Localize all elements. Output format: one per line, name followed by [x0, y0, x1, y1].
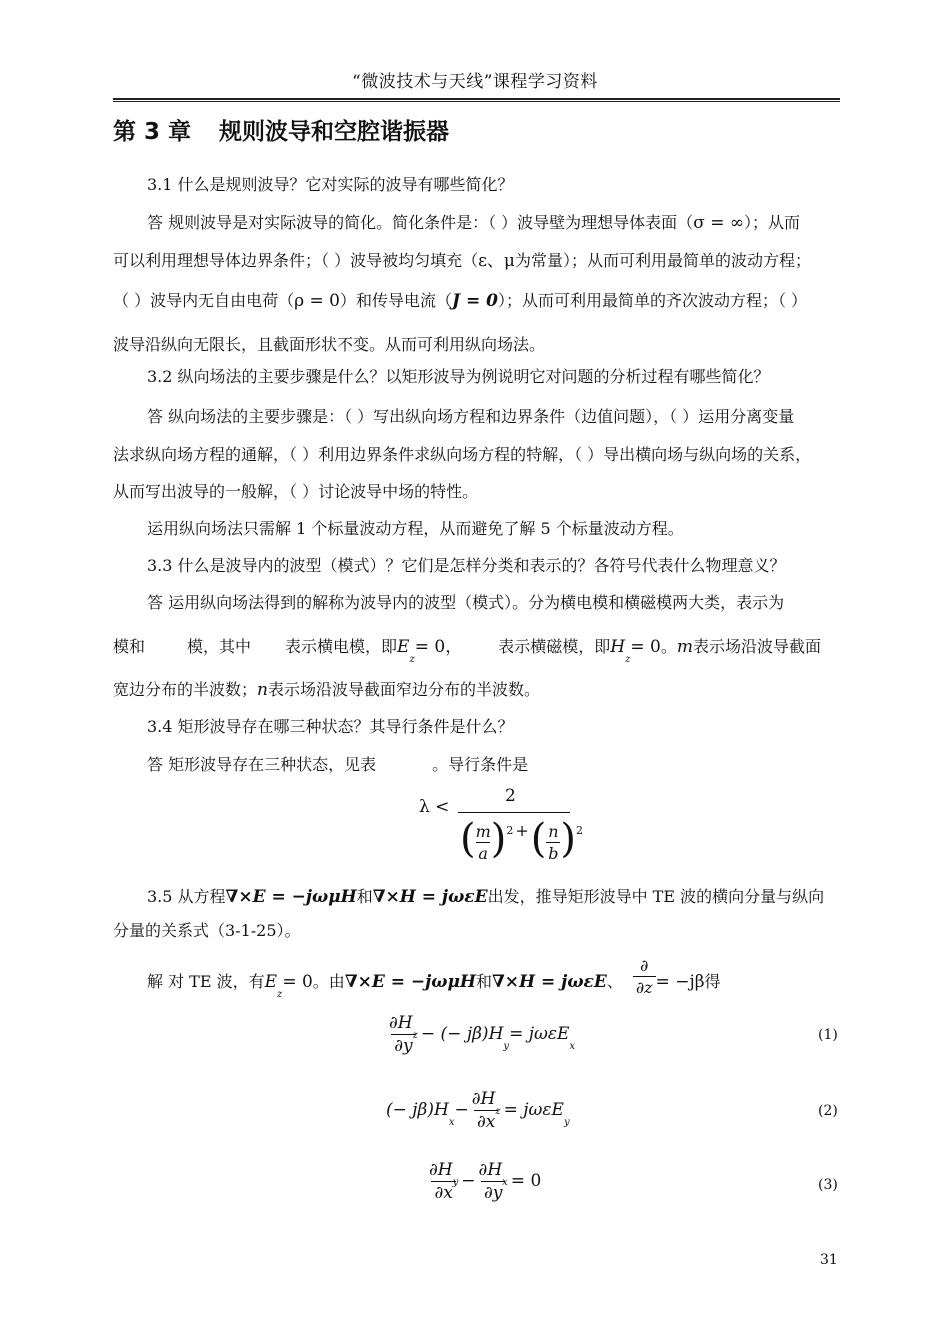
- question-3-5-line-2: 分量的关系式（3-1-25）。: [113, 921, 301, 940]
- chapter-number: 第 3 章: [113, 119, 192, 145]
- answer-3-2-line-2: 法求纵向场方程的通解，（ ）利用边界条件求纵向场方程的特解，（ ）导出横向场与纵向场的关系，: [113, 445, 812, 464]
- chapter-title: 规则波导和空腔谐振器: [219, 119, 450, 145]
- answer-3-3-line-3: 宽边分布的半波数；n表示场沿波导截面窄边分布的半波数。: [113, 680, 540, 700]
- solution-3-5-intro: 解 对 TE 波，有$E_z= 0$。由∇×E = −jωμH和∇×H = jωεE、 $\frac{\partial}{\partial z}$ = −jβ得: [147, 956, 721, 1000]
- header-rule-thick: [113, 98, 840, 100]
- answer-3-2-line-3: 从而写出波导的一般解，（ ）讨论波导中场的特性。: [113, 482, 479, 501]
- question-3-4: 3.4 矩形波导存在哪三种状态？其导行条件是什么？: [147, 717, 514, 736]
- answer-3-1-line-2: 可以利用理想导体边界条件；（ ）波导被均匀填充（ε、μ为常量）；从而可利用最简单的波动方程；: [113, 251, 811, 271]
- equation-2-number: (2): [818, 1103, 838, 1119]
- question-3-3: 3.3 什么是波导内的波型（模式）？它们是怎样分类和表示的？各符号代表什么物理意义？: [147, 556, 786, 575]
- answer-3-3-line-2: 模和 模，其中 表示横电模，即$E_z= 0$， 表示横磁模，即$H_z= 0$。m表示场沿波导截面: [113, 637, 821, 665]
- running-header: “微波技术与天线”课程学习资料: [352, 72, 598, 92]
- answer-3-2-line-4: 运用纵向场法只需解 1 个标量波动方程，从而避免了解 5 个标量波动方程。: [147, 519, 684, 538]
- question-3-5-line-1: 3.5 从方程∇×E = −jωμH和∇×H = jωεE出发，推导矩形波导中 TE 波的横向分量与纵向: [147, 887, 825, 907]
- header-rule-thin: [113, 101, 840, 102]
- answer-3-2-line-1: 答 纵向场法的主要步骤是：（ ）写出纵向场方程和边界条件（边值问题），（ ）运用分离变量: [147, 407, 795, 426]
- question-3-1: 3.1 什么是规则波导？它对实际的波导有哪些简化？: [147, 175, 514, 194]
- equation-1: $\frac{\partial H_z}{\partial y}$ − (− $j\beta)H_y= j\omega\varepsilon E_x$: [389, 1013, 576, 1056]
- equation-2: (− $j\beta)H_x-$ $\frac{\partial H_z}{\partial x}$ = jωεE$_y$: [386, 1089, 570, 1132]
- equation-3: $\frac{\partial H_y}{\partial x}$ − $\frac{\partial H_x}{\partial y}$ = 0: [429, 1160, 542, 1203]
- answer-3-4-line-1: 答 矩形波导存在三种状态，见表 。导行条件是: [147, 755, 529, 774]
- cutoff-denominator: ( $\frac{m}{a}$ )$^2$ +( $\frac{n}{b}$ )$^2$: [460, 816, 584, 863]
- answer-3-1-line-3: （ ）波导内无自由电荷（ρ = 0）和传导电流（J = 0）；从而可利用最简单的齐次波动方程；（ ）: [113, 291, 808, 311]
- page-number: 31: [820, 1252, 838, 1268]
- answer-3-1-line-1: 答 规则波导是对实际波导的简化。简化条件是：（ ）波导壁为理想导体表面（σ = ∞）；从而: [147, 213, 801, 233]
- chapter-heading: [113, 113, 449, 146]
- question-3-2: 3.2 纵向场法的主要步骤是什么？以矩形波导为例说明它对问题的分析过程有哪些简化？: [147, 367, 770, 386]
- cutoff-lambda: λ <: [419, 797, 450, 817]
- cutoff-numerator: 2: [505, 786, 516, 806]
- equation-1-number: (1): [818, 1027, 838, 1043]
- cutoff-fraction-bar: [458, 812, 570, 813]
- equation-3-number: (3): [818, 1177, 838, 1193]
- answer-3-1-line-4: 波导沿纵向无限长，且截面形状不变。从而可利用纵向场法。: [113, 335, 546, 354]
- answer-3-3-line-1: 答 运用纵向场法得到的解称为波导内的波型（模式）。分为横电模和横磁模两大类，表示为: [147, 593, 785, 612]
